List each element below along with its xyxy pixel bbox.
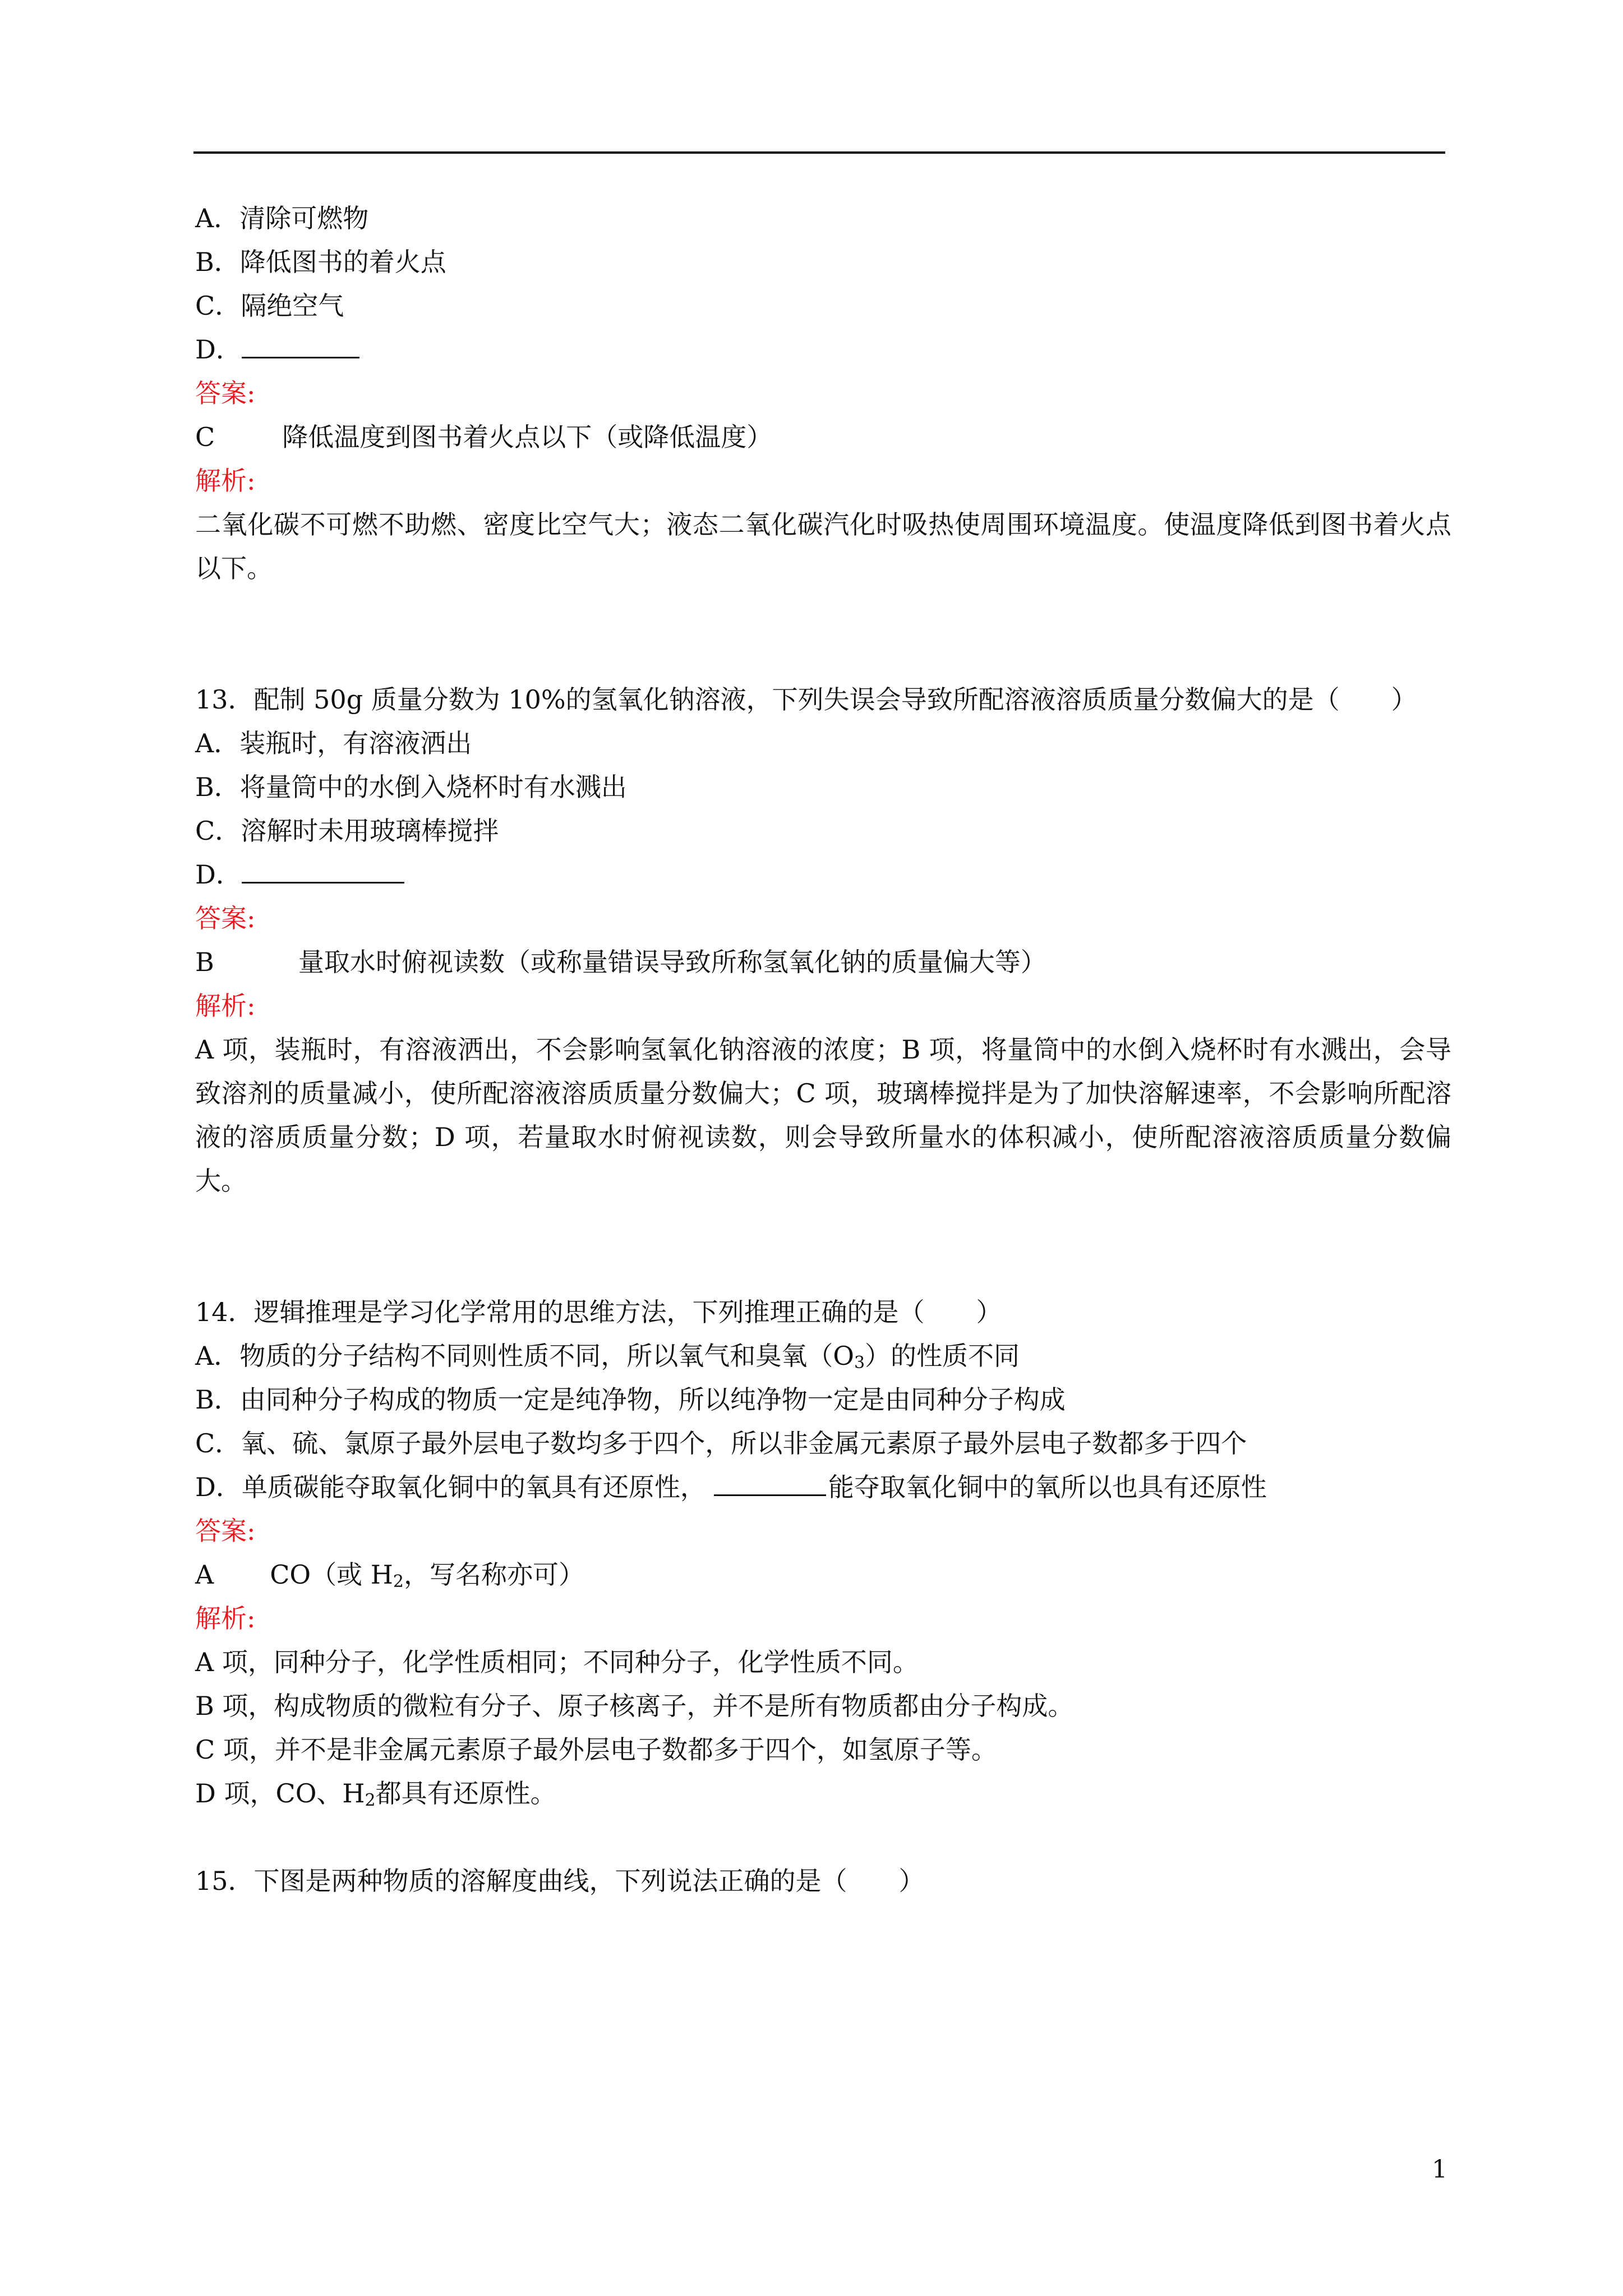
q12-option-c: C．隔绝空气 [195, 291, 344, 321]
q13-option-d [195, 853, 1451, 896]
q12-option-b: B．降低图书的着火点 [195, 247, 446, 277]
q14-answer-subscript: 2 [393, 1572, 404, 1591]
q14-answer-label: 答案: [195, 1516, 256, 1546]
q14-option-a-text: A．物质的分子结构不同则性质不同，所以氧气和臭氧（O [195, 1341, 854, 1371]
q12-answer-text: 降低温度到图书着火点以下（或降低温度） [282, 422, 773, 452]
q14-option-d-text-end: 能夺取氧化铜中的氧所以也具有还原性 [828, 1472, 1267, 1502]
q13-option-c: C．溶解时未用玻璃棒搅拌 [195, 816, 499, 846]
q14-analysis-line-c: C 项，并不是非金属元素原子最外层电子数都多于四个，如氢原子等。 [195, 1734, 997, 1765]
q14-stem: 14．逻辑推理是学习化学常用的思维方法，下列推理正确的是（ ） [195, 1297, 1002, 1327]
answer-blank [714, 1471, 826, 1496]
question-14 [195, 1290, 1451, 1815]
page-content [195, 196, 1451, 1903]
page-number: 1 [1432, 2155, 1447, 2184]
q14-analysis-d-text: D 项，CO、H [195, 1778, 365, 1809]
q13-option-d-prefix: D． [195, 859, 242, 890]
question-12 [195, 196, 1451, 590]
q14-option-d [195, 1465, 1451, 1509]
q15-stem: 15．下图是两种物质的溶解度曲线，下列说法正确的是（ ） [195, 1866, 925, 1896]
question-15 [195, 1859, 1451, 1903]
q12-analysis-label: 解析: [195, 466, 256, 496]
q13-answer-letter: B [195, 947, 214, 977]
q13-option-a: A．装瓶时，有溶液洒出 [195, 728, 472, 758]
q13-analysis-label: 解析: [195, 991, 256, 1021]
header-rule [193, 151, 1445, 154]
q14-answer-text: CO（或 H [270, 1559, 393, 1590]
q14-option-c: C．氧、硫、氯原子最外层电子数均多于四个，所以非金属元素原子最外层电子数都多于四个 [195, 1428, 1247, 1458]
q12-answer [195, 415, 1451, 459]
q14-answer-letter: A [195, 1559, 214, 1590]
q14-analysis-d-text-end: 都具有还原性。 [375, 1778, 556, 1809]
answer-blank [242, 333, 359, 358]
q14-option-b: B．由同种分子构成的物质一定是纯净物，所以纯净物一定是由同种分子构成 [195, 1384, 1066, 1415]
question-13 [195, 678, 1451, 1203]
q13-analysis-text: A 项，装瓶时，有溶液洒出，不会影响氢氧化钠溶液的浓度；B 项，将量筒中的水倒入烧杯时有水溅出，会导致溶剂的质量减小，使所配溶液溶质质量分数偏大；C 项，玻璃棒搅拌是为了加快溶解速率，不会影响所配溶液的溶质质量分数；D 项，若量取水时俯视读数，则会导致所量水的体积减小，使所配溶液溶质质量分数偏大。 [195, 1034, 1451, 1196]
q13-option-b: B．将量筒中的水倒入烧杯时有水溅出 [195, 772, 627, 802]
q14-option-a [195, 1334, 1451, 1378]
q14-option-d-text: D．单质碳能夺取氧化铜中的氧具有还原性， [195, 1472, 706, 1502]
answer-blank [242, 858, 404, 884]
q13-answer [195, 940, 1451, 984]
q12-answer-label: 答案: [195, 378, 256, 408]
q13-answer-label: 答案: [195, 903, 256, 933]
q14-analysis-d-subscript: 2 [365, 1791, 376, 1810]
q12-option-d [195, 328, 1451, 371]
q14-analysis-line-a: A 项，同种分子，化学性质相同；不同种分子，化学性质不同。 [195, 1647, 919, 1677]
q14-option-a-text-end: ）的性质不同 [865, 1341, 1020, 1371]
q14-analysis-label: 解析: [195, 1603, 256, 1634]
q13-stem: 13．配制 50g 质量分数为 10%的氢氧化钠溶液，下列失误会导致所配溶液溶质质量分数偏大的是（ ） [195, 684, 1417, 715]
q12-analysis-text: 二氧化碳不可燃不助燃、密度比空气大；液态二氧化碳汽化时吸热使周围环境温度。使温度降低到图书着火点以下。 [195, 509, 1451, 583]
q14-analysis-line-b: B 项，构成物质的微粒有分子、原子核离子，并不是所有物质都由分子构成。 [195, 1691, 1074, 1721]
q13-answer-text: 量取水时俯视读数（或称量错误导致所称氢氧化钠的质量偏大等） [298, 947, 1046, 977]
q12-answer-letter: C [195, 422, 215, 452]
q12-option-a: A．清除可燃物 [195, 203, 369, 233]
q14-answer-text-end: ，写名称亦可） [403, 1559, 584, 1590]
q14-option-a-subscript: 3 [854, 1353, 865, 1373]
q14-answer [195, 1553, 1451, 1596]
q12-option-d-prefix: D． [195, 334, 242, 365]
q14-analysis-line-d [195, 1772, 1451, 1815]
